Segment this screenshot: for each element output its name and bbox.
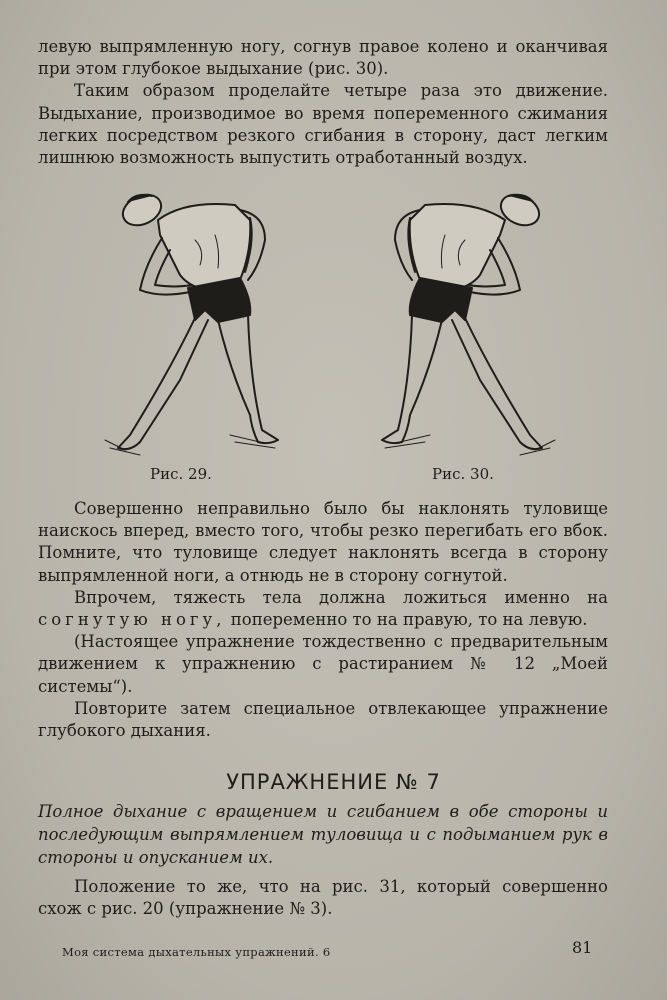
figure-29-caption: Рис. 29. [150,465,212,483]
paragraph: Положение то же, что на рис. 31, который совершенно схож с рис. 20 (упражнение № 3). [38,877,608,919]
figure-30-illustration [355,180,560,465]
emphasized-text: согнутую ногу, [38,610,226,630]
exercise-heading: УПРАЖНЕНИЕ № 7 [226,770,441,794]
paragraph-text: попеременно то на правую, то на левую. [230,610,588,630]
paragraph-text: Впрочем, тяжесть тела должна ложиться именно на [74,587,608,607]
text-block-top [38,36,608,169]
paragraph: левую выпрямленную ногу, согнув правое колено и оканчивая при этом глубокое выдыхание (рис. 30). [38,37,608,79]
page-number: 81 [572,938,593,957]
text-block-bottom [38,876,608,920]
side-bend-left-figure [100,180,300,465]
figure-30-caption: Рис. 30. [432,465,494,483]
text-block-middle [38,498,608,742]
side-bend-right-figure [355,180,560,465]
paragraph: Повторите затем специальное отвлекающее упражнение глубокого дыхания. [38,698,608,741]
paragraph [38,587,608,631]
paragraph: Совершенно неправильно было бы наклонять туловище наискось вперед, вместо того, чтобы резко перегибать его вбок. Помните, что туловище следует наклонять всегда в сторону выпрямленной ноги, а отнюдь не в сторону согнутой. [38,499,608,585]
paragraph: (Настоящее упражнение тождественно с предварительным движением к упражнению с растиранием № 12 „Моей системы“). [38,632,608,696]
exercise-subtitle: Полное дыхание с вращением и сгибанием в обе стороны и последующим выпрямлением туловища и с подыманием рук в стороны и опусканием их. [38,802,608,867]
paragraph: Таким образом проделайте четыре раза это движение. Выдыхание, производимое во время попеременного сжимания легких посредством резкого сгибания в сторону, даст легким лишнюю возможность выпустить отработанный воздух. [38,81,608,168]
running-title: Моя система дыхательных упражнений. 6 [62,945,331,959]
figure-29-illustration [100,180,300,465]
